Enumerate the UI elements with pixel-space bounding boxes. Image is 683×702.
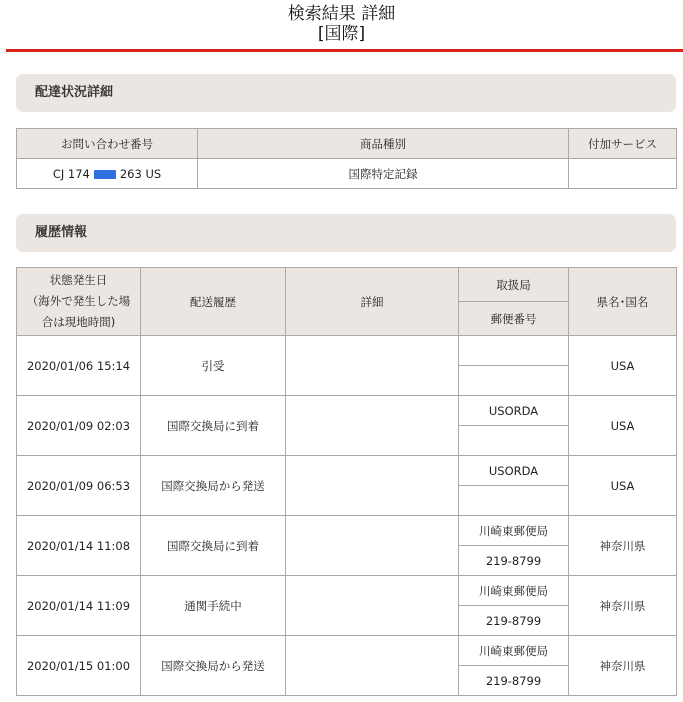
row-office: 川崎東郵便局 — [459, 516, 569, 546]
row-postal-code — [459, 426, 569, 456]
row-history: 国際交換局から発送 — [141, 636, 286, 696]
row-detail — [286, 336, 459, 396]
delivery-section-title: 配達状況詳細 — [16, 74, 676, 112]
header-postal-code: 郵便番号 — [459, 302, 569, 336]
header-product-type: 商品種別 — [198, 129, 569, 159]
row-postal-code: 219-8799 — [459, 606, 569, 636]
header-history: 配送履歴 — [141, 268, 286, 336]
history-table — [16, 267, 677, 696]
row-date: 2020/01/09 06:53 — [17, 456, 141, 516]
header-date: 状態発生日 （海外で発生した場 合は現地時間) — [17, 268, 141, 336]
header-detail: 詳細 — [286, 268, 459, 336]
row-postal-code — [459, 366, 569, 396]
table-row — [17, 456, 677, 486]
row-history: 引受 — [141, 336, 286, 396]
header-divider — [6, 49, 683, 52]
table-row — [17, 516, 677, 546]
row-detail — [286, 576, 459, 636]
row-office: 川崎東郵便局 — [459, 576, 569, 606]
row-region: USA — [569, 456, 677, 516]
tracking-table — [16, 128, 677, 189]
row-region: 神奈川県 — [569, 636, 677, 696]
page-title: 検索結果 詳細 — [287, 4, 396, 24]
tracking-number — [17, 159, 198, 189]
row-history: 国際交換局から発送 — [141, 456, 286, 516]
row-date: 2020/01/14 11:08 — [17, 516, 141, 576]
tracking-prefix: CJ 174 — [52, 166, 90, 181]
page-header — [0, 0, 683, 48]
tracking-suffix: 263 US — [119, 166, 162, 181]
row-postal-code: 219-8799 — [459, 546, 569, 576]
row-office: USORDA — [459, 396, 569, 426]
header-office: 取扱局 — [459, 268, 569, 302]
table-row — [17, 576, 677, 606]
row-region: USA — [569, 396, 677, 456]
redaction-mark — [94, 170, 116, 179]
row-office — [459, 336, 569, 366]
row-region: 神奈川県 — [569, 576, 677, 636]
table-row — [17, 396, 677, 426]
header-additional-service: 付加サービス — [569, 129, 677, 159]
product-type: 国際特定記録 — [198, 159, 569, 189]
table-row — [17, 636, 677, 666]
row-date: 2020/01/06 15:14 — [17, 336, 141, 396]
header-prefecture: 県名･国名 — [569, 268, 677, 336]
row-detail — [286, 456, 459, 516]
row-office: 川崎東郵便局 — [459, 636, 569, 666]
row-date: 2020/01/09 02:03 — [17, 396, 141, 456]
row-detail — [286, 396, 459, 456]
row-postal-code — [459, 486, 569, 516]
additional-service — [569, 159, 677, 189]
row-detail — [286, 636, 459, 696]
history-section-title: 履歴情報 — [16, 214, 676, 252]
row-detail — [286, 516, 459, 576]
header-tracking-number: お問い合わせ番号 — [17, 129, 198, 159]
page-subtitle: [国際] — [317, 24, 366, 44]
row-region: 神奈川県 — [569, 516, 677, 576]
row-date: 2020/01/15 01:00 — [17, 636, 141, 696]
row-history: 国際交換局に到着 — [141, 396, 286, 456]
row-history: 国際交換局に到着 — [141, 516, 286, 576]
row-office: USORDA — [459, 456, 569, 486]
row-history: 通関手続中 — [141, 576, 286, 636]
table-row — [17, 336, 677, 366]
history-body — [17, 336, 677, 696]
row-date: 2020/01/14 11:09 — [17, 576, 141, 636]
row-region: USA — [569, 336, 677, 396]
row-postal-code: 219-8799 — [459, 666, 569, 696]
